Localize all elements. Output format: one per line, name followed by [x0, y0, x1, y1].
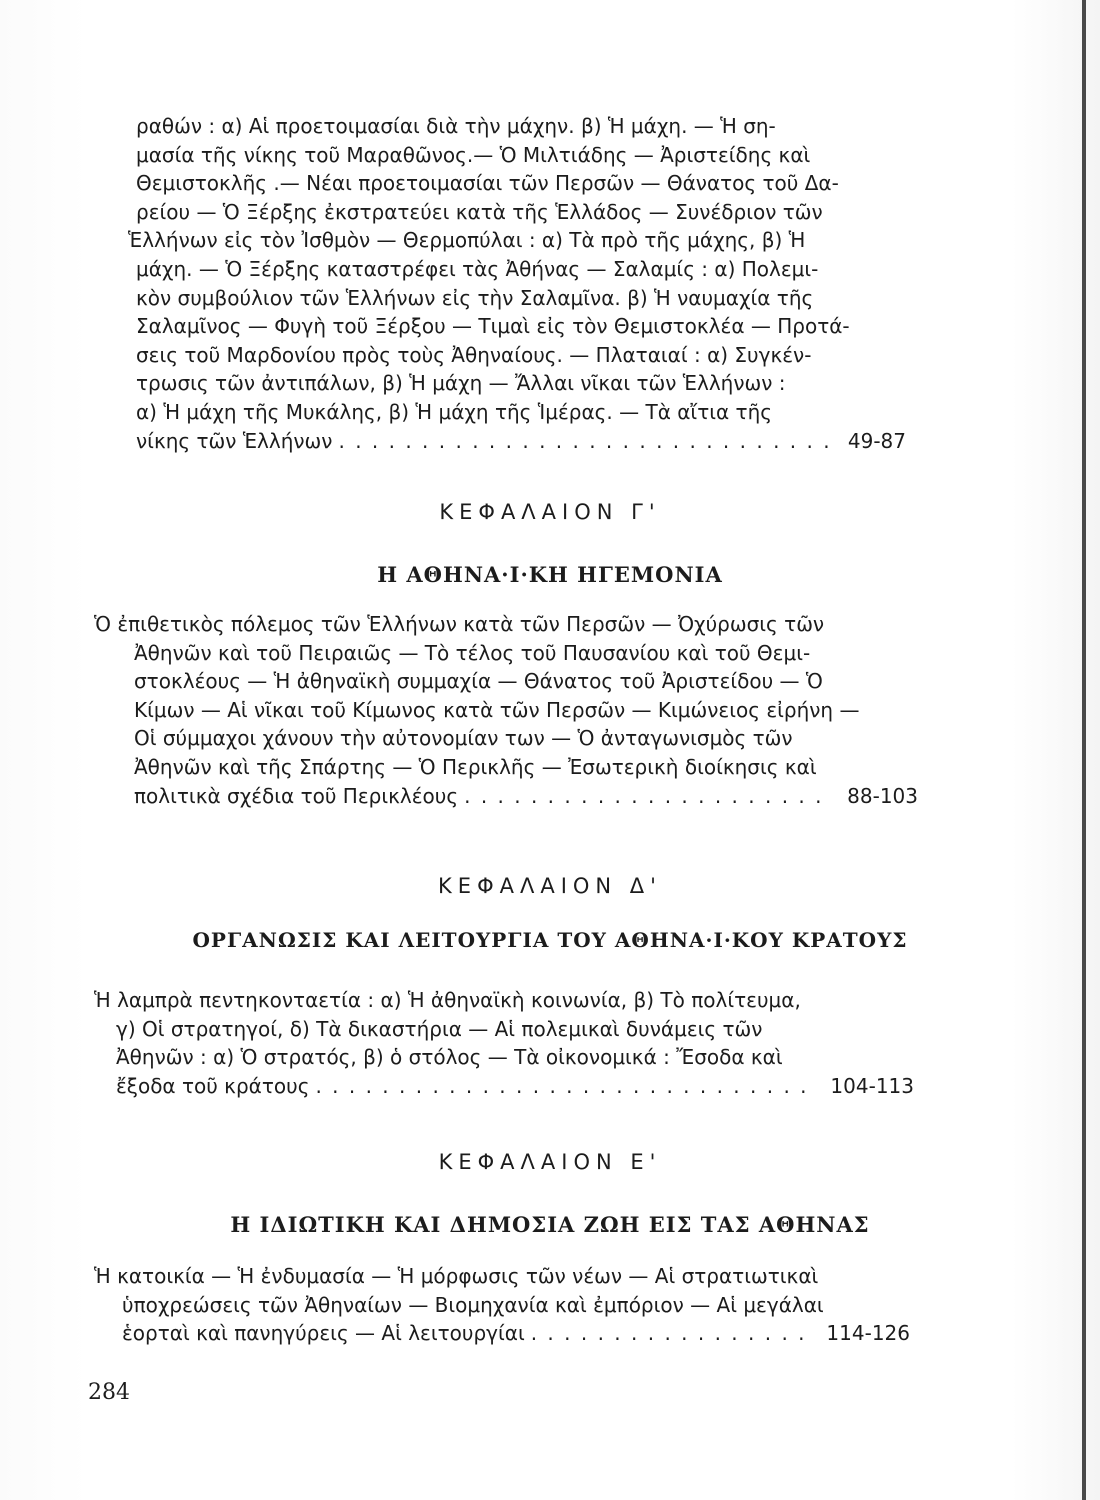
entry-line: Κίμων — Αἱ νῖκαι τοῦ Κίμωνος κατὰ τῶν Περσῶν — Κιμώνειος εἰρήνη —	[134, 697, 860, 722]
chapter-heading-athenian-hegemony: Η ΑΘΗΝΑ·Ι·ΚΗ ΗΓΕΜΟΝΙΑ	[377, 562, 723, 587]
page-number: 284	[88, 1380, 130, 1405]
toc-entry-organization	[94, 986, 914, 1100]
entry-line: Ἀθηνῶν καὶ τῆς Σπάρτης — Ὁ Περικλῆς — Ἐσωτερικὴ διοίκησις καὶ	[134, 754, 817, 779]
entry-line: Ἡ κατοικία — Ἡ ἐνδυμασία — Ἡ μόρφωσις τῶν νέων — Αἱ στρατιωτικαὶ	[94, 1264, 819, 1288]
entry-last-line	[94, 1072, 914, 1101]
toc-entry-marathon-salamis	[128, 112, 906, 455]
entry-line: μασία τῆς νίκης τοῦ Μαραθῶνος.— Ὁ Μιλτιάδης — Ἀριστείδης καὶ	[136, 142, 811, 167]
entry-line: σεις τοῦ Μαρδονίου πρὸς τοὺς Ἀθηναίους. — Πλαταιαί : α) Συγκέν-	[136, 342, 812, 367]
entry-line: Ὁ ἐπιθετικὸς πόλεμος τῶν Ἑλλήνων κατὰ τῶν Περσῶν — Ὀχύρωσις τῶν	[94, 612, 825, 636]
chapter-label-gamma: ΚΕΦΑΛΑΙΟΝ Γ'	[439, 500, 661, 524]
entry-last-text: ἑορταὶ καὶ πανηγύρεις — Αἱ λειτουργίαι	[122, 1321, 525, 1346]
chapter-heading-private-public-life: Η ΙΔΙΩΤΙΚΗ ΚΑΙ ΔΗΜΟΣΙΑ ΖΩΗ ΕΙΣ ΤΑΣ ΑΘΗΝΑΣ	[230, 1212, 870, 1237]
entry-line: Ἀθηνῶν : α) Ὁ στρατός, β) ὁ στόλος — Τὰ οἰκονομικά : Ἔσοδα καὶ	[116, 1045, 783, 1070]
entry-last-line	[136, 427, 906, 456]
entry-line: Οἱ σύμμαχοι χάνουν τὴν αὐτονομίαν των — Ὁ ἀνταγωνισμὸς τῶν	[134, 726, 793, 751]
entry-page-range: 49-87	[847, 428, 906, 453]
entry-page-range: 114-126	[826, 1321, 910, 1346]
entry-line: Σαλαμῖνος — Φυγὴ τοῦ Ξέρξου — Τιμαὶ εἰς τὸν Θεμιστοκλέα — Προτά-	[136, 314, 850, 339]
entry-line: ραθών : α) Αἱ προετοιμασίαι διὰ τὴν μάχην. β) Ἡ μάχη. — Ἡ ση-	[136, 114, 776, 138]
entry-page-range: 88-103	[847, 783, 918, 808]
toc-entry-athenian-hegemony	[94, 610, 918, 810]
entry-line: Ἀθηνῶν καὶ τοῦ Πειραιῶς — Τὸ τέλος τοῦ Παυσανίου καὶ τοῦ Θεμι-	[134, 640, 811, 665]
leader-dots	[315, 1072, 812, 1101]
chapter-heading-organization: ΟΡΓΑΝΩΣΙΣ ΚΑΙ ΛΕΙΤΟΥΡΓΙΑ ΤΟΥ ΑΘΗΝΑ·Ι·ΚΟΥ ΚΡΑΤΟΥΣ	[192, 928, 908, 952]
entry-last-text: ἔξοδα τοῦ κράτους	[116, 1073, 310, 1098]
entry-line: Ἡ λαμπρὰ πεντηκονταετία : α) Ἡ ἀθηναϊκὴ κοινωνία, β) Τὸ πολίτευμα,	[94, 988, 801, 1012]
chapter-label-delta: ΚΕΦΑΛΑΙΟΝ Δ'	[438, 874, 662, 898]
entry-line: τρωσις τῶν ἀντιπάλων, β) Ἡ μάχη — Ἄλλαι νῖκαι τῶν Ἑλλήνων :	[136, 371, 786, 396]
toc-entry-private-public-life	[94, 1262, 910, 1348]
entry-line: μάχη. — Ὁ Ξέρξης καταστρέφει τὰς Ἀθήνας — Σαλαμίς : α) Πολεμι-	[136, 256, 819, 281]
page-edge-shadow	[1082, 0, 1086, 1500]
entry-line: ρείου — Ὁ Ξέρξης ἐκστρατεύει κατὰ τῆς Ἑλλάδος — Συνέδριον τῶν	[136, 199, 823, 224]
entry-line: κὸν συμβούλιον τῶν Ἑλλήνων εἰς τὴν Σαλαμῖνα. β) Ἡ ναυμαχία τῆς	[136, 285, 814, 310]
entry-line: γ) Οἱ στρατηγοί, δ) Τὰ δικαστήρια — Αἱ πολεμικαὶ δυνάμεις τῶν	[116, 1016, 763, 1041]
entry-last-text: πολιτικὰ σχέδια τοῦ Περικλέους	[134, 783, 459, 808]
leader-dots	[464, 782, 829, 811]
entry-line: ὑποχρεώσεις τῶν Ἀθηναίων — Βιομηχανία καὶ ἐμπόριον — Αἱ μεγάλαι	[122, 1292, 824, 1317]
entry-page-range: 104-113	[830, 1073, 914, 1098]
entry-line: Θεμιστοκλῆς .— Νέαι προετοιμασίαι τῶν Περσῶν — Θάνατος τοῦ Δα-	[136, 171, 839, 196]
entry-last-text: νίκης τῶν Ἑλλήνων	[136, 428, 333, 453]
chapter-label-epsilon: ΚΕΦΑΛΑΙΟΝ Ε'	[438, 1150, 662, 1174]
entry-line: Ἑλλήνων εἰς τὸν Ἰσθμὸν — Θερμοπύλαι : α) Τὰ πρὸ τῆς μάχης, β) Ἡ	[128, 228, 806, 253]
leader-dots	[338, 427, 829, 456]
entry-last-line	[94, 782, 918, 811]
leader-dots	[531, 1319, 809, 1348]
entry-last-line	[94, 1319, 910, 1348]
entry-line: στοκλέους — Ἡ ἀθηναϊκὴ συμμαχία — Θάνατος τοῦ Ἀριστείδου — Ὁ	[134, 669, 823, 694]
entry-line: α) Ἡ μάχη τῆς Μυκάλης, β) Ἡ μάχη τῆς Ἱμέρας. — Τὰ αἴτια τῆς	[136, 399, 772, 424]
